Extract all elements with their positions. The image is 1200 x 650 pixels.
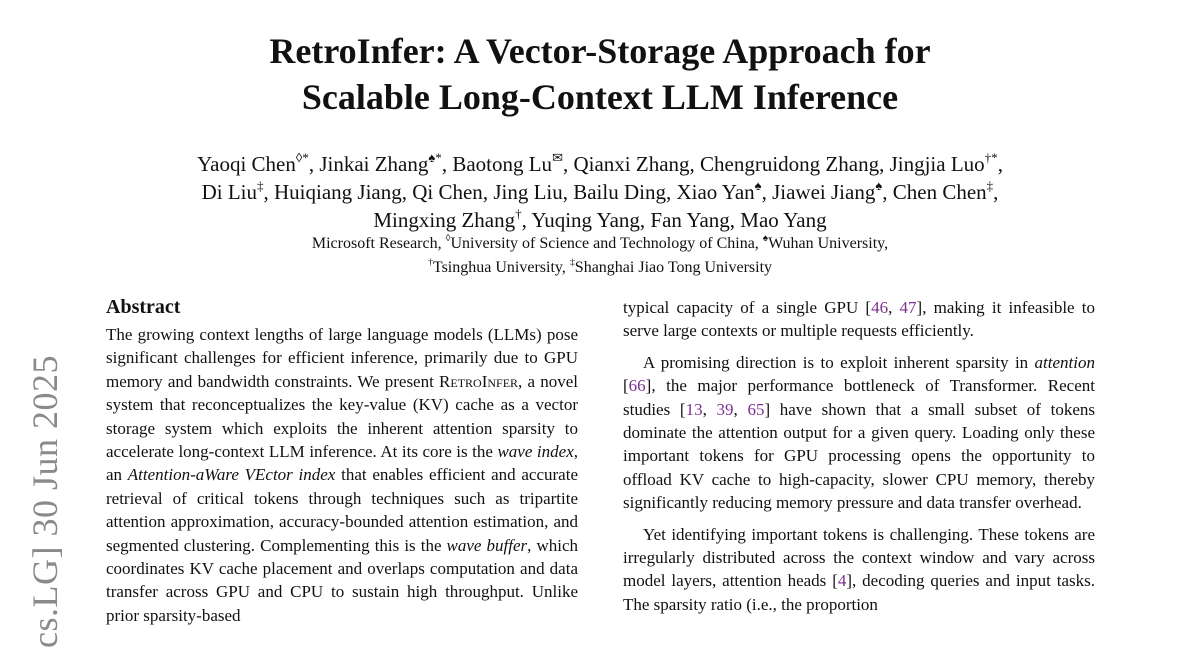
affiliation-mark: ‡ xyxy=(569,256,575,268)
author-name: Xiao Yan xyxy=(676,180,755,204)
affiliation-line-2: †Tsinghua University, ‡Shanghai Jiao Tong University xyxy=(427,256,773,276)
affiliation-name: Tsinghua University xyxy=(432,259,562,276)
wave-buffer-term: wave buffer xyxy=(446,535,528,555)
author-name: Yaoqi Chen xyxy=(197,152,296,176)
author-name: Jiawei Jiang xyxy=(772,180,876,204)
author-line-1: Yaoqi Chen◊*, Jinkai Zhang♠*, Baotong Lu✉, Qianxi Zhang, Chengruidong Zhang, Jingjia Luo†*, xyxy=(197,149,1003,176)
author-name: Fan Yang xyxy=(650,208,730,232)
citation-link[interactable]: 66 xyxy=(628,376,646,396)
citation-link[interactable]: 46 xyxy=(871,298,889,317)
intro-paragraph-3: Yet identifying important tokens is challenging. These tokens are irregularly distributed across the context window and vary across model layers, attention heads [4], decoding queries and input tasks. The sparsity ratio (i.e., the proportion xyxy=(623,524,1096,614)
abstract-column xyxy=(106,294,578,627)
author-mark: ‡ xyxy=(986,177,994,193)
affiliation-mark: ◊ xyxy=(445,232,451,244)
citation-link[interactable]: 4 xyxy=(837,571,847,591)
intro-paragraph-2: A promising direction is to exploit inherent sparsity in attention [66], the major performance bottleneck of Transformer. Recent studies [13, 39, 65] have shown that a small subset of tokens dominate the attention output for a given query. Loading only these important tokens for GPU processing opens the opportunity to offload KV cache to high-capacity, slower CPU memory, thereby significantly reducing memory pressure and data transfer overhead. xyxy=(623,352,1095,513)
author-name: Jingjia Luo xyxy=(889,152,985,176)
affiliation-mark: ♠ xyxy=(762,232,769,244)
author-list xyxy=(0,150,1200,234)
author-name: Chen Chen xyxy=(892,180,987,204)
author-name: Baotong Lu xyxy=(452,152,553,176)
author-name: Huiqiang Jiang xyxy=(274,180,402,204)
citation-link[interactable]: 47 xyxy=(899,298,917,317)
author-line-2: Di Liu‡, Huiqiang Jiang, Qi Chen, Jing Liu, Bailu Ding, Xiao Yan♠, Jiawei Jiang♠, Chen Chen‡, xyxy=(201,177,999,204)
abstract-heading: Abstract xyxy=(106,296,181,318)
author-name: Chengruidong Zhang xyxy=(700,152,880,176)
citation-link[interactable]: 39 xyxy=(716,399,734,419)
abstract-text: The growing context lengths of large language models (LLMs) pose significant challenges for efficient inference, primarily due to GPU memory and bandwidth constraints. We present RetroInfer, a novel system that reconceptualizes the key-value (KV) cache as a vector storage system which exploits the inherent attention sparsity to accelerate long-context LLM inference. At its core is the wave index, an Attention-aWare VEctor index that enables efficient and accurate retrieval of critical tokens through techniques such as tripartite attention approximation, accuracy-bounded attention estimation, and segmented clustering. Complementing this is the wave buffer, which coordinates KV cache placement and overlaps computation and data transfer across GPU and CPU to sustain high throughput. Unlike prior sparsity-based xyxy=(106,325,578,625)
intro-paragraph-1: typical capacity of a single GPU [46, 47], making it infeasible to serve large contexts or multiple requests efficiently. xyxy=(623,298,1096,341)
affiliation-mark: † xyxy=(427,256,433,268)
author-mark: ◊* xyxy=(295,149,309,165)
affiliation-line-1: Microsoft Research, ◊University of Science and Technology of China, ♠Wuhan University, xyxy=(311,232,889,252)
title-line-1: RetroInfer: A Vector-Storage Approach for xyxy=(269,31,931,71)
author-mark: ✉ xyxy=(552,149,563,165)
author-name: Qi Chen xyxy=(412,180,483,204)
author-mark: † xyxy=(515,205,522,221)
arxiv-identifier: cs.LG] 30 Jun 2025 xyxy=(25,355,65,648)
paper-title xyxy=(0,28,1200,120)
citation-link[interactable]: 65 xyxy=(747,399,765,419)
author-name: Mingxing Zhang xyxy=(373,208,516,232)
author-mark: †* xyxy=(984,149,998,165)
title-line-2: Scalable Long-Context LLM Inference xyxy=(301,77,899,117)
author-name: Jing Liu xyxy=(493,180,563,204)
affiliation-name: Shanghai Jiao Tong University xyxy=(574,259,773,276)
affiliation-name: University of Science and Technology of China xyxy=(450,235,755,252)
wave-index-term: wave index xyxy=(497,442,574,462)
author-mark: ‡ xyxy=(256,177,264,193)
citation-link[interactable]: 13 xyxy=(685,399,703,419)
affiliations xyxy=(0,232,1200,280)
author-name: Jinkai Zhang xyxy=(319,152,429,176)
author-name: Mao Yang xyxy=(740,208,827,232)
affiliation-name: Wuhan University xyxy=(768,235,885,252)
author-mark: ♠ xyxy=(875,177,883,193)
acronym-term: Attention-aWare VEctor index xyxy=(127,465,336,485)
author-name: Yuqing Yang xyxy=(531,208,640,232)
author-line-3: Mingxing Zhang†, Yuqing Yang, Fan Yang, Mao Yang xyxy=(373,205,827,232)
affiliation-name: Microsoft Research xyxy=(311,235,438,252)
author-name: Di Liu xyxy=(201,180,257,204)
arxiv-sidebar xyxy=(22,330,72,650)
system-name: RetroInfer xyxy=(439,371,519,391)
author-name: Bailu Ding xyxy=(573,180,666,204)
author-name: Qianxi Zhang xyxy=(573,152,690,176)
author-mark: ♠ xyxy=(754,177,762,193)
intro-column xyxy=(623,296,1095,616)
author-mark: ♠* xyxy=(428,149,442,165)
